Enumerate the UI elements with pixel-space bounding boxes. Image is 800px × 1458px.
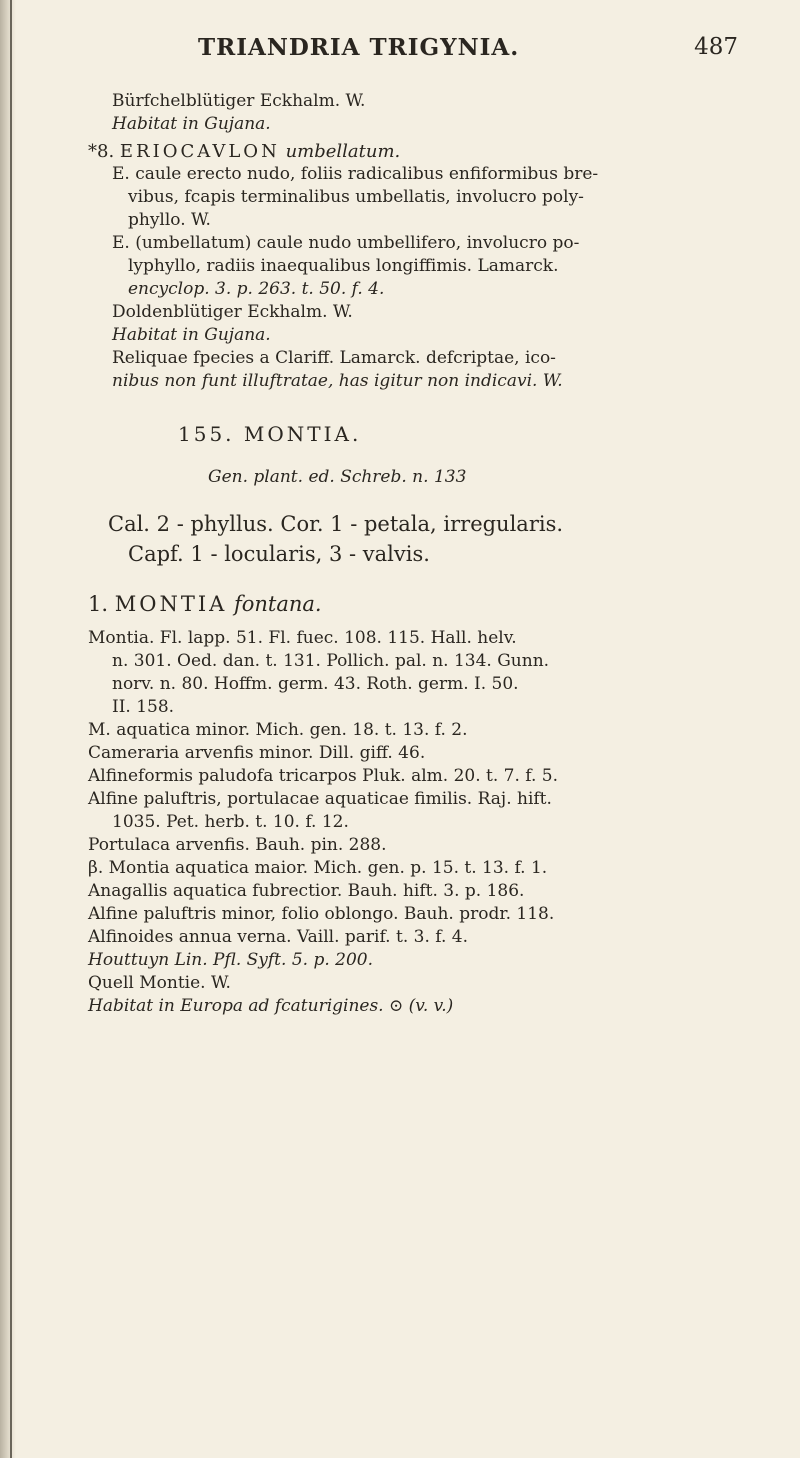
montia-fontana-genus: MONTIA: [114, 592, 228, 616]
page-number: 487: [694, 34, 738, 60]
montia-habitat-line: Habitat in Europa ad fcaturigines. ⊙ (v. v.): [88, 996, 454, 1016]
montia-fontana-heading: [88, 589, 738, 619]
eriocaulon-line: Reliquae fpecies a Clariff. Lamarck. defcriptae, ico-: [112, 348, 556, 368]
eriocaulon-line: lyphyllo, radiis inaequalibus longiffimis. Lamarck.: [128, 256, 559, 276]
montia-synonym-line: Houttuyn Lin. Pfl. Syft. 5. p. 200.: [88, 950, 373, 970]
montia-synonym-line: norv. n. 80. Hoffm. germ. 43. Roth. germ. I. 50.: [112, 674, 519, 694]
eriocaulon-line: Doldenblütiger Eckhalm. W.: [112, 302, 353, 322]
eriocaulon-line: phyllo. W.: [128, 210, 211, 230]
book-binding: [0, 0, 16, 1458]
montia-genus-title: 155. MONTIA.: [178, 422, 362, 446]
top-entry-name: Bürfchelblütiger Eckhalm. W.: [112, 91, 366, 111]
montia-synonym-line: Alfine paluftris minor, folio oblongo. Bauh. prodr. 118.: [88, 904, 555, 924]
eriocaulon-genus: ERIOCAVLON: [119, 141, 280, 162]
running-head: [88, 34, 738, 70]
eriocaulon-line: E. caule erecto nudo, foliis radicalibus enfiformibus bre-: [112, 164, 599, 184]
binding-line: [10, 0, 12, 1458]
montia-synonym-line: n. 301. Oed. dan. t. 131. Pollich. pal. n. 134. Gunn.: [112, 651, 550, 671]
montia-synonym-line: Montia. Fl. lapp. 51. Fl. fuec. 108. 115. Hall. helv.: [88, 628, 517, 648]
montia-synonym-line: Alfinoides annua verna. Vaill. parif. t. 3. f. 4.: [88, 927, 468, 947]
montia-synonym-line: Quell Montie. W.: [88, 973, 231, 993]
montia-fontana-species: fontana.: [233, 592, 322, 616]
eriocaulon-line: E. (umbellatum) caule nudo umbellifero, involucro po-: [112, 233, 580, 253]
eriocaulon-line: vibus, fcapis terminalibus umbellatis, involucro poly-: [128, 187, 584, 207]
book-page: [88, 34, 738, 1018]
eriocaulon-heading: [88, 140, 738, 163]
montia-synonym-line: M. aquatica minor. Mich. gen. 18. t. 13. f. 2.: [88, 720, 468, 740]
montia-synonym-line: 1035. Pet. herb. t. 10. f. 12.: [112, 812, 349, 832]
eriocaulon-line: encyclop. 3. p. 263. t. 50. f. 4.: [128, 279, 385, 299]
montia-characters-capsule: Capf. 1 - locularis, 3 - valvis.: [128, 542, 430, 566]
montia-synonym-line: β. Montia aquatica maior. Mich. gen. p. 15. t. 13. f. 1.: [88, 858, 548, 878]
running-title: TRIANDRIA TRIGYNIA.: [198, 34, 520, 61]
montia-characters-calyx: Cal. 2 - phyllus. Cor. 1 - petala, irregularis.: [108, 512, 564, 536]
top-entry-habitat: Habitat in Gujana.: [112, 114, 271, 134]
eriocaulon-number: *8.: [88, 141, 115, 162]
montia-synonym-line: Cameraria arvenfis minor. Dill. giff. 46.: [88, 743, 426, 763]
montia-fontana-number: 1.: [88, 592, 109, 616]
eriocaulon-line: Habitat in Gujana.: [112, 325, 271, 345]
montia-synonym-line: II. 158.: [112, 697, 175, 717]
montia-synonym-line: Portulaca arvenfis. Bauh. pin. 288.: [88, 835, 387, 855]
eriocaulon-line: nibus non funt illuftratae, has igitur non indicavi. W.: [112, 371, 563, 391]
montia-synonym-line: Anagallis aquatica fubrectior. Bauh. hift. 3. p. 186.: [88, 881, 525, 901]
montia-genus-ref: Gen. plant. ed. Schreb. n. 133: [208, 467, 467, 487]
montia-synonym-line: Alfineformis paludofa tricarpos Pluk. alm. 20. t. 7. f. 5.: [88, 766, 559, 786]
montia-synonym-line: Alfine paluftris, portulacae aquaticae fimilis. Raj. hift.: [88, 789, 552, 809]
eriocaulon-species: umbellatum.: [285, 141, 401, 162]
